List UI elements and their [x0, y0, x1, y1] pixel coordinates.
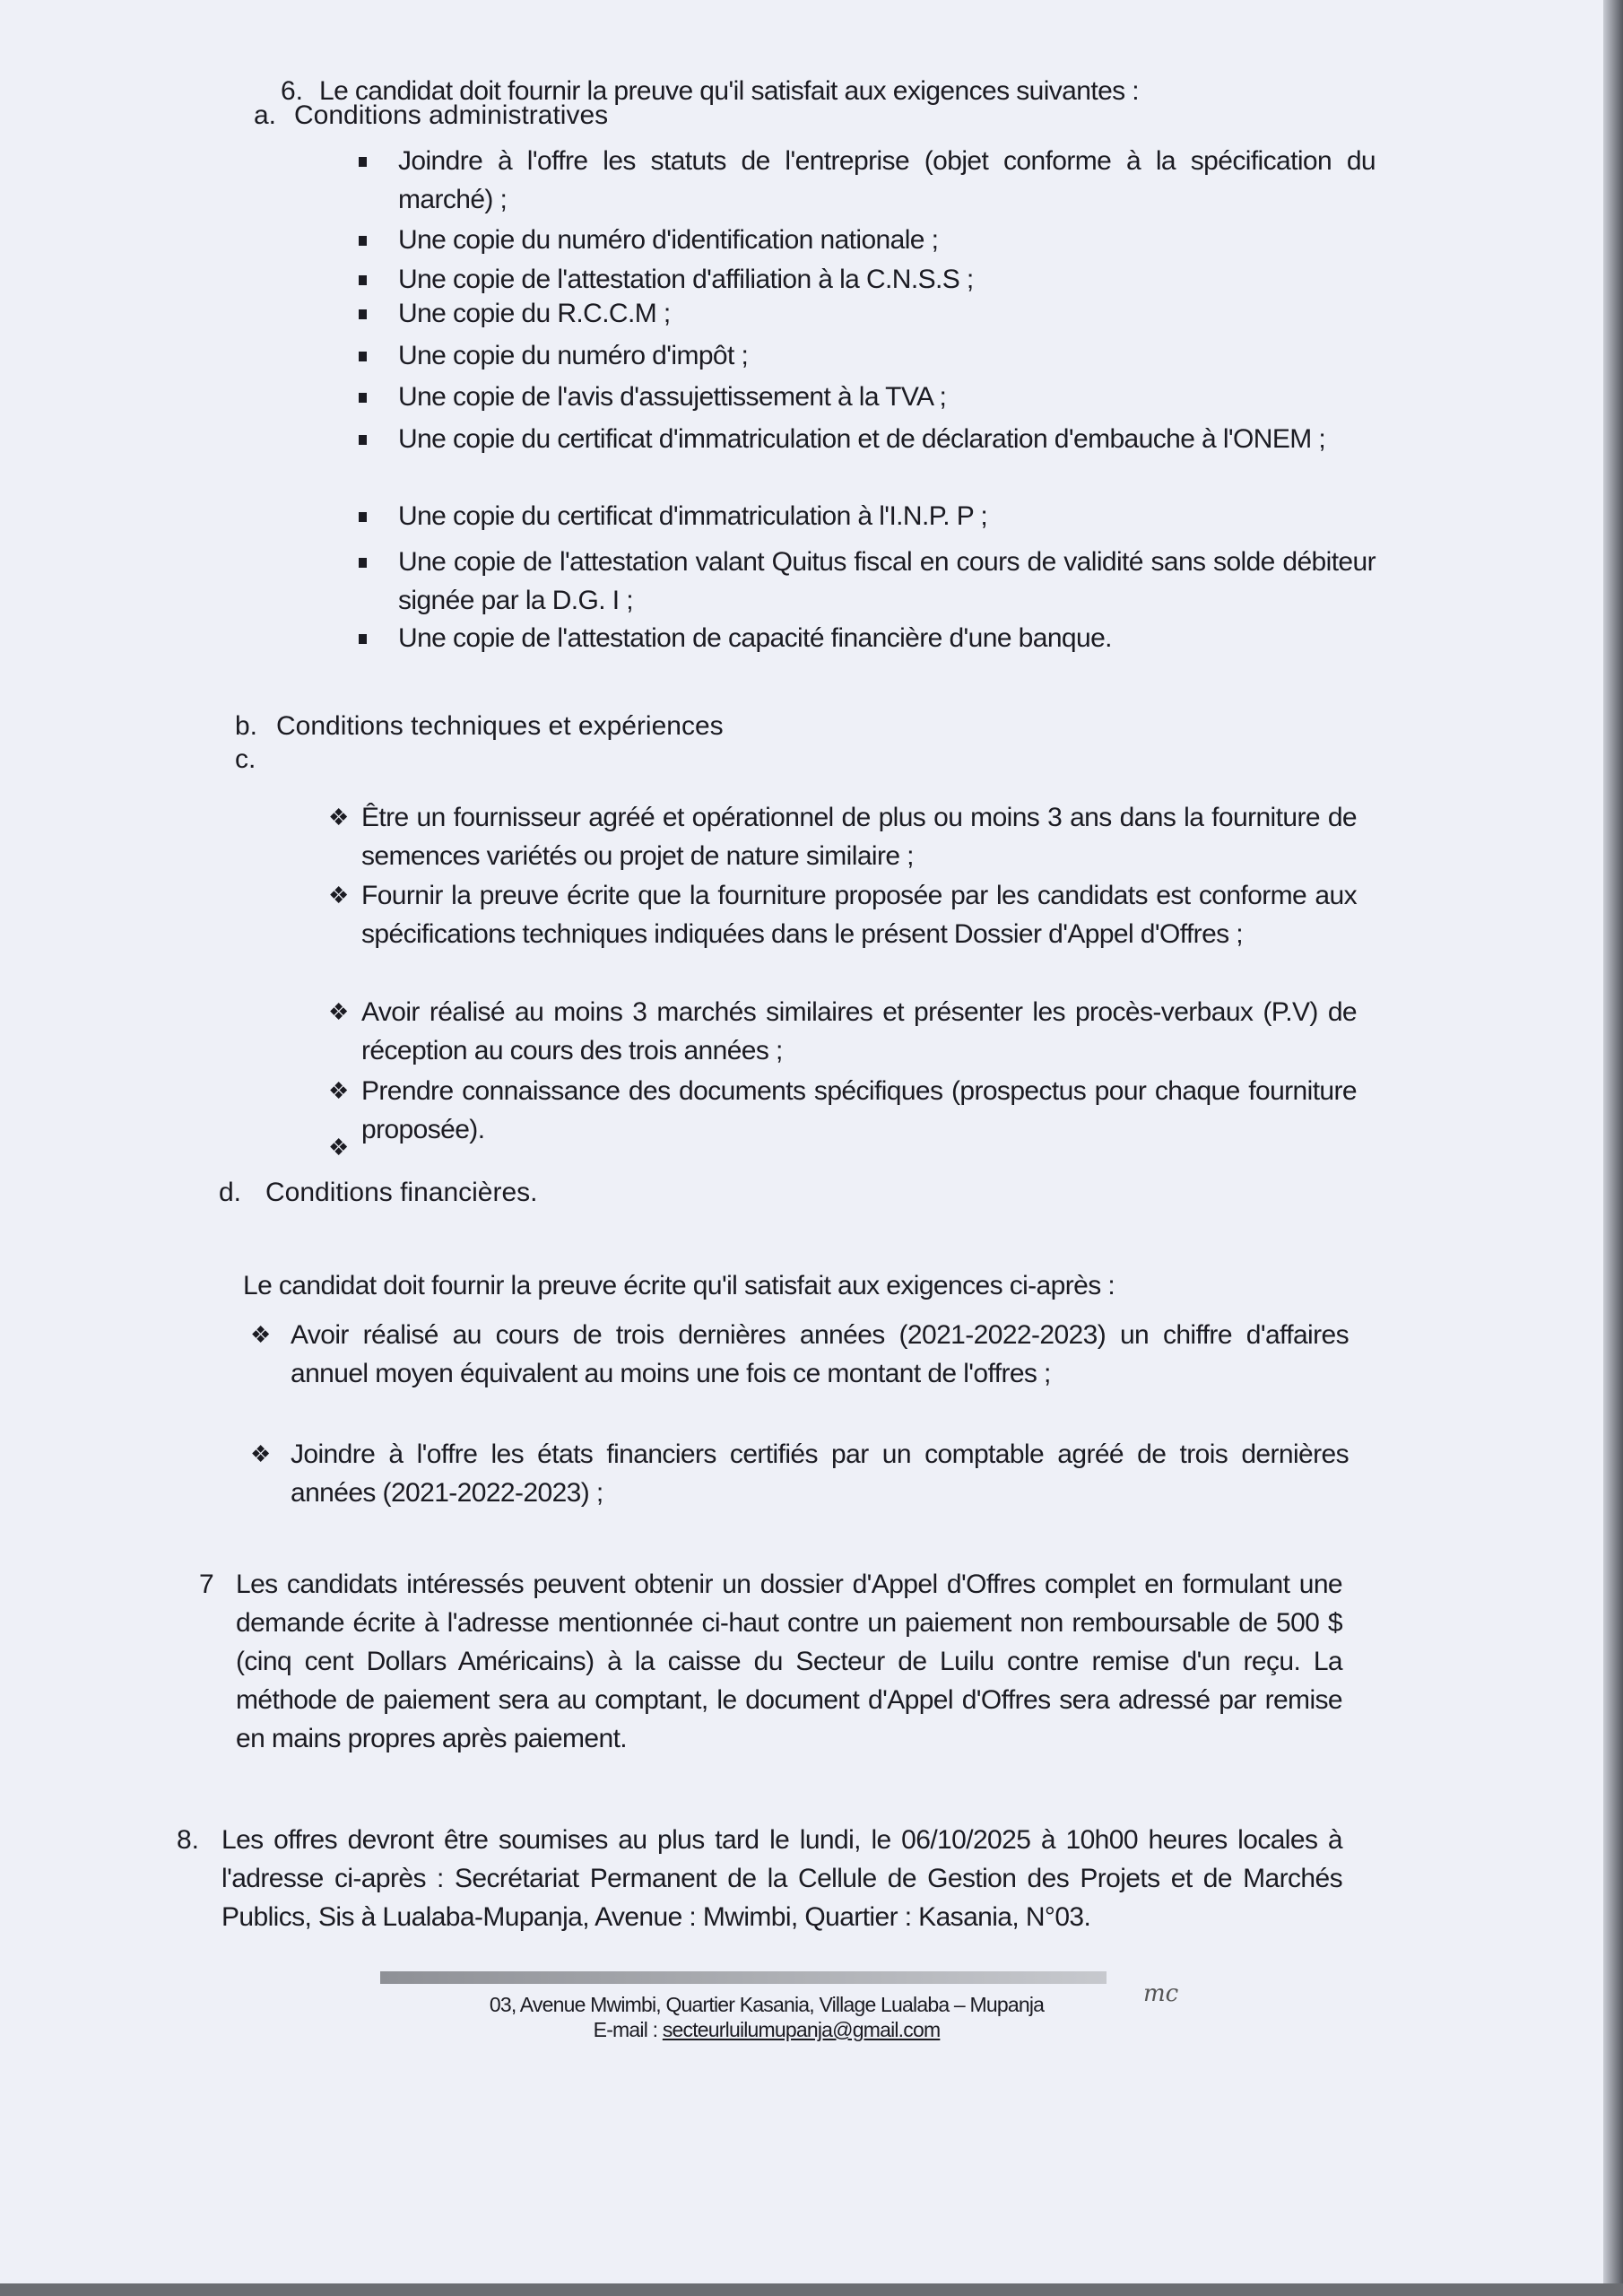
scan-edge-bottom [0, 2283, 1623, 2296]
list-item: Une copie du certificat d'immatriculation à l'I.N.P. P ; [398, 501, 988, 531]
list-item: Une copie de l'attestation de capacité financière d'une banque. [398, 623, 1112, 653]
footer-email-link[interactable]: secteurluilumupanja@gmail.com [662, 2018, 941, 2041]
square-bullet-icon [359, 393, 367, 403]
section-a-title: Conditions administratives [294, 100, 609, 130]
scan-edge-right [1603, 0, 1623, 2296]
square-bullet-icon [359, 275, 367, 285]
list-item: Une copie de l'attestation d'affiliation à la C.N.S.S ; [398, 265, 974, 294]
square-bullet-icon [359, 309, 367, 319]
empty-bullet-icon: ❖ [328, 1134, 350, 1161]
initials-signature: mc [1143, 1980, 1179, 2007]
list-item: Joindre à l'offre les états financiers certifiés par un comptable agréé de trois dernières années (2021-2022-2023) ; [291, 1439, 1349, 1508]
list-item: Fournir la preuve écrite que la fourniture proposée par les candidats est conforme aux spécifications techniques indiquées dans le présent Dossier d'Appel d'Offres ; [361, 881, 1357, 949]
section-d-title: Conditions financières. [265, 1178, 538, 1207]
diamond-bullet-icon: ❖ [328, 998, 350, 1025]
list-item: Une copie du certificat d'immatriculation et de déclaration d'embauche à l'ONEM ; [398, 424, 1326, 454]
section-b-label: b. [235, 711, 258, 741]
footer-address: 03, Avenue Mwimbi, Quartier Kasania, Village Lualaba – Mupanja [489, 1993, 1045, 2016]
diamond-bullet-icon: ❖ [250, 1321, 272, 1348]
section8-number: 8. [177, 1825, 200, 1855]
diamond-bullet-icon: ❖ [328, 1077, 350, 1104]
list-item: Une copie du R.C.C.M ; [398, 299, 671, 328]
section-c-label: c. [235, 744, 256, 774]
list-item: Une copie de l'avis d'assujettissement à la TVA ; [398, 382, 947, 412]
section-b-title: Conditions techniques et expériences [276, 711, 724, 741]
square-bullet-icon [359, 634, 367, 644]
section-d-intro: Le candidat doit fournir la preuve écrite qu'il satisfait aux exigences ci-après : [243, 1271, 1115, 1300]
section6-number: 6. [281, 76, 304, 106]
list-item: Prendre connaissance des documents spécifiques (prospectus pour chaque fourniture proposée). [361, 1076, 1357, 1144]
diamond-bullet-icon: ❖ [250, 1440, 272, 1467]
square-bullet-icon [359, 236, 367, 246]
list-item: Une copie du numéro d'identification nationale ; [398, 225, 939, 255]
list-item: Être un fournisseur agréé et opérationnel de plus ou moins 3 ans dans la fourniture de semences variétés ou projet de nature similaire ; [361, 803, 1357, 871]
section8-text: Les offres devront être soumises au plus tard le lundi, le 06/10/2025 à 10h00 heures locales à l'adresse ci-après : Secrétariat Permanent de la Cellule de Gestion des Projets et de Marchés Publics, Sis à Lualaba-Mupanja, Avenue : Mwimbi, Quartier : Kasania, N°03. [221, 1825, 1342, 1932]
diamond-bullet-icon: ❖ [328, 804, 350, 831]
list-item: Avoir réalisé au moins 3 marchés similaires et présenter les procès-verbaux (P.V) de réception au cours des trois années ; [361, 997, 1357, 1065]
section-a-label: a. [254, 100, 277, 130]
list-item: Avoir réalisé au cours de trois dernières années (2021-2022-2023) un chiffre d'affaires annuel moyen équivalent au moins une fois ce montant de l'offres ; [291, 1320, 1349, 1388]
square-bullet-icon [359, 157, 367, 167]
section-d-label: d. [219, 1178, 242, 1207]
square-bullet-icon [359, 352, 367, 361]
square-bullet-icon [359, 435, 367, 445]
square-bullet-icon [359, 558, 367, 568]
list-item: Une copie du numéro d'impôt ; [398, 341, 749, 370]
diamond-bullet-icon: ❖ [328, 882, 350, 909]
section7-text: Les candidats intéressés peuvent obtenir un dossier d'Appel d'Offres complet en formulant une demande écrite à l'adresse mentionnée ci-haut contre un paiement non remboursable de 500 $ (cinq cent Dollars Américains) à la caisse du Secteur de Luilu contre remise d'un reçu. La méthode de paiement sera au comptant, le document d'Appel d'Offres sera adressé par remise en mains propres après paiement. [236, 1570, 1342, 1753]
footer-divider [380, 1971, 1107, 1984]
list-item: Joindre à l'offre les statuts de l'entreprise (objet conforme à la spécification du marché) ; [398, 146, 1376, 214]
footer-email-label: E-mail : [593, 2018, 663, 2041]
footer-email-line [0, 2016, 1533, 2043]
section6-intro: Le candidat doit fournir la preuve qu'il satisfait aux exigences suivantes : [319, 76, 1140, 106]
section7-number: 7 [199, 1570, 214, 1599]
list-item: Une copie de l'attestation valant Quitus fiscal en cours de validité sans solde débiteur signée par la D.G. I ; [398, 547, 1376, 615]
square-bullet-icon [359, 512, 367, 522]
